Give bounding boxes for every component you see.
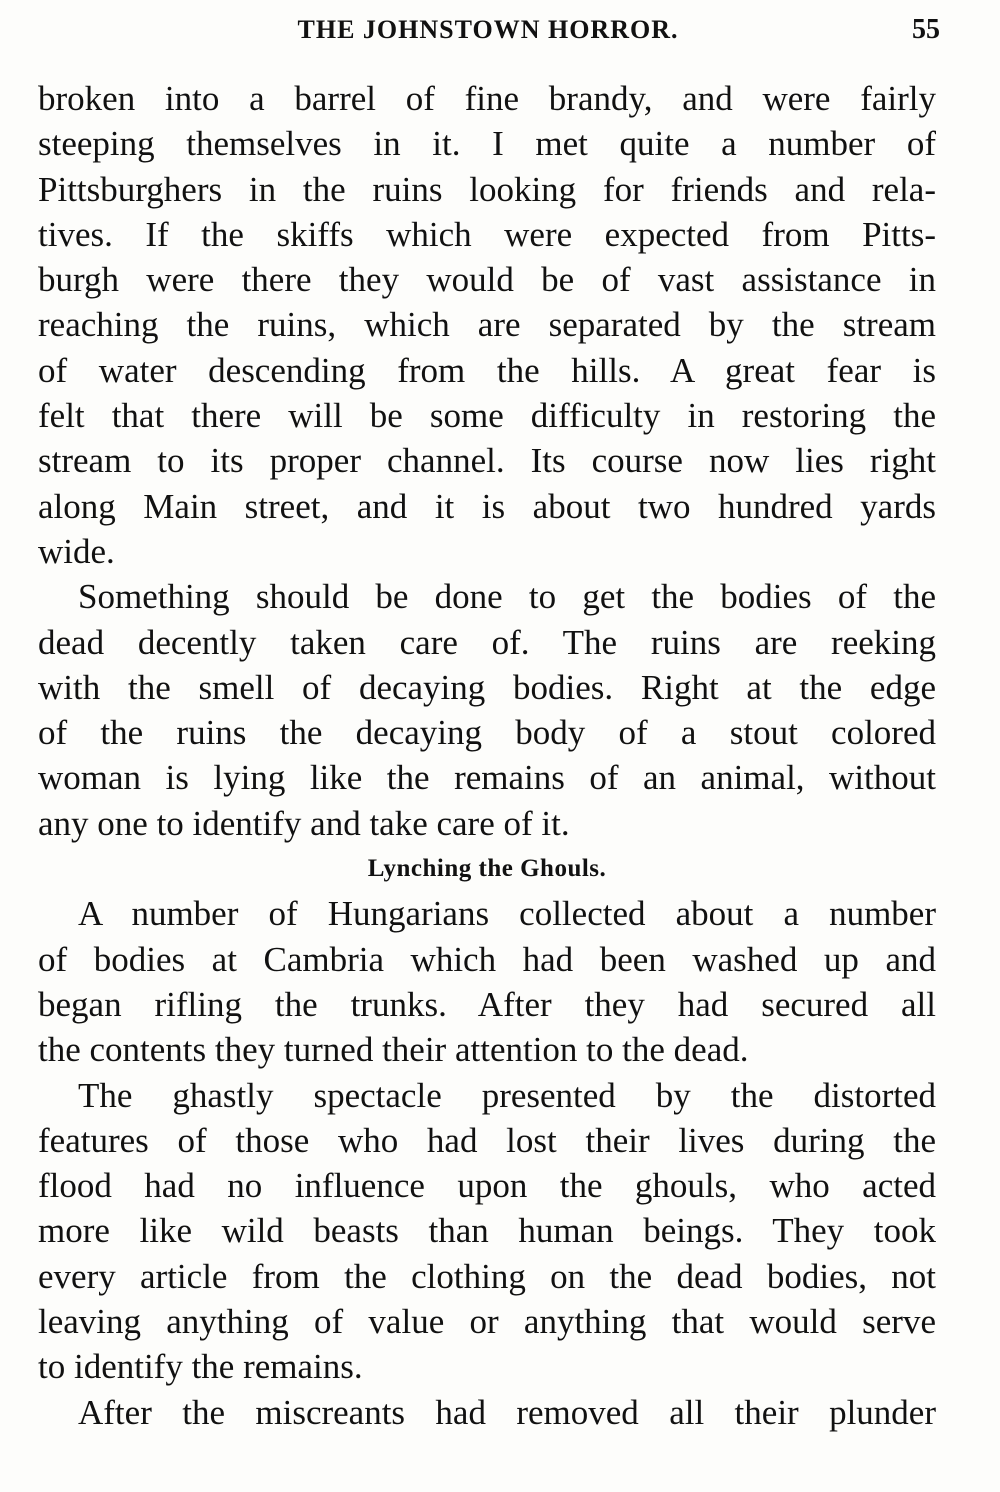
text-line: with the smell of decaying bodies. Right at the edge bbox=[38, 667, 936, 707]
text-line: of bodies at Cambria which had been washed up and bbox=[38, 939, 936, 979]
text-line: of water descending from the hills. A great fear is bbox=[38, 350, 936, 390]
text-line: broken into a barrel of fine brandy, and were fairly bbox=[38, 79, 936, 118]
text-line: stream to its proper channel. Its course now lies right bbox=[38, 441, 936, 481]
text-line: of the ruins the decaying body of a stout colored bbox=[38, 713, 936, 753]
text-line: the contents they turned their attention to the dead. bbox=[38, 1030, 749, 1070]
text-line: any one to identify and take care of it. bbox=[38, 803, 570, 843]
text-line: reaching the ruins, which are separated by the stream bbox=[38, 305, 936, 345]
text-line: features of those who had lost their lives during the bbox=[38, 1120, 936, 1160]
text-line: tives. If the skiffs which were expected from Pitts- bbox=[38, 214, 936, 254]
section-subheading: Lynching the Ghouls. bbox=[367, 855, 607, 883]
text-line: flood had no influence upon the ghouls, who acted bbox=[38, 1166, 936, 1206]
text-line: burgh were there they would be of vast assistance in bbox=[38, 260, 936, 300]
text-line: steeping themselves in it. I met quite a number of bbox=[38, 124, 936, 164]
text-line: along Main street, and it is about two hundred yards bbox=[38, 486, 936, 526]
text-line: Pittsburghers in the ruins looking for friends and rela- bbox=[38, 169, 936, 209]
text-line: A number of Hungarians collected about a number bbox=[78, 894, 936, 934]
text-line: After the miscreants had removed all their plunder bbox=[78, 1392, 936, 1432]
running-head bbox=[36, 10, 940, 50]
text-line: wide. bbox=[38, 531, 115, 571]
text-line: began rifling the trunks. After they had secured all bbox=[38, 984, 936, 1024]
text-line: woman is lying like the remains of an animal, without bbox=[38, 758, 936, 798]
text-line: every article from the clothing on the dead bodies, not bbox=[38, 1256, 936, 1296]
text-line: The ghastly spectacle presented by the distorted bbox=[78, 1075, 936, 1115]
text-line: leaving anything of value or anything that would serve bbox=[38, 1302, 936, 1342]
text-line: more like wild beasts than human beings. They took bbox=[38, 1211, 936, 1251]
body-text bbox=[38, 76, 936, 1435]
text-line: to identify the remains. bbox=[38, 1347, 363, 1387]
running-title: THE JOHNSTOWN HORROR. bbox=[297, 15, 679, 44]
text-line: dead decently taken care of. The ruins are reeking bbox=[38, 622, 936, 662]
page-number: 55 bbox=[912, 14, 940, 45]
text-line: felt that there will be some difficulty in restoring the bbox=[38, 396, 936, 436]
text-line: Something should be done to get the bodies of the bbox=[78, 577, 936, 617]
